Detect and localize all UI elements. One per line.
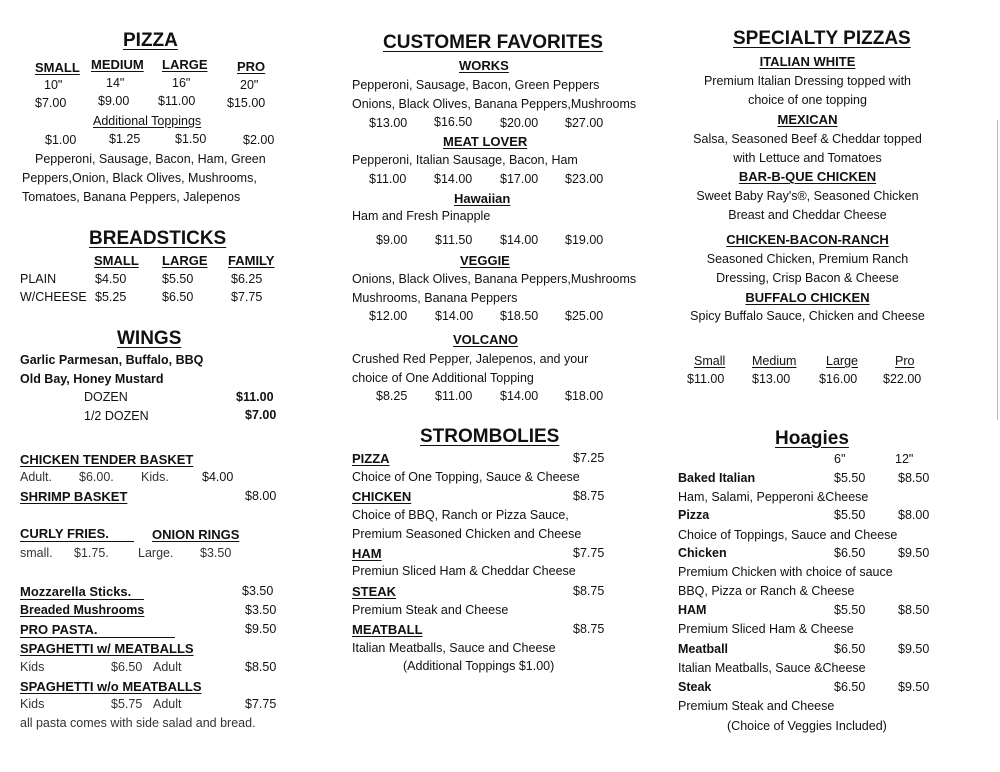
breadsticks-price: $6.50 bbox=[162, 290, 194, 304]
stromboli-name: CHICKEN bbox=[352, 489, 412, 504]
favorite-price: $11.00 bbox=[435, 389, 473, 403]
stromboli-name: MEATBALL bbox=[352, 622, 423, 637]
hoagie-desc: Choice of Toppings, Sauce and Cheese bbox=[678, 528, 898, 542]
favorite-price: $17.00 bbox=[500, 172, 539, 186]
favorite-price: $27.00 bbox=[565, 116, 604, 130]
pizza-price-large: $11.00 bbox=[158, 94, 196, 108]
specialty-desc: with Lettuce and Tomatoes bbox=[733, 151, 882, 165]
hoagie-name: Chicken bbox=[678, 546, 727, 560]
breadsticks-price: $4.50 bbox=[95, 272, 127, 286]
specialty-price-large: $16.00 bbox=[819, 372, 858, 386]
strombolies-title: STROMBOLIES bbox=[420, 426, 560, 447]
favorite-price: $9.00 bbox=[376, 233, 408, 247]
shrimp-basket-title: SHRIMP BASKET bbox=[20, 489, 128, 504]
side-item-price: $3.50 bbox=[245, 603, 277, 617]
hoagie-price-12: $9.50 bbox=[898, 680, 930, 694]
pizza-inch-medium: 14" bbox=[106, 76, 125, 90]
wings-flavors-line: Old Bay, Honey Mustard bbox=[20, 372, 164, 386]
specialty-desc: Sweet Baby Ray's®, Seasoned Chicken bbox=[696, 189, 919, 203]
favorite-name: WORKS bbox=[459, 58, 509, 73]
hoagies-title: Hoagies bbox=[775, 428, 849, 449]
chicken-tender-kids-label: Kids. bbox=[141, 470, 169, 484]
hoagie-price-12: $9.50 bbox=[898, 546, 930, 560]
specialty-size-pro: Pro bbox=[895, 354, 915, 368]
topping-price-medium: $1.25 bbox=[109, 132, 141, 146]
chicken-tender-kids-price: $4.00 bbox=[202, 470, 234, 484]
pizza-price-medium: $9.00 bbox=[98, 94, 130, 108]
spaghetti-without-kids-price: $5.75 bbox=[111, 697, 143, 711]
specialty-desc: choice of one topping bbox=[748, 93, 867, 107]
favorite-desc: Ham and Fresh Pinapple bbox=[352, 209, 491, 223]
side-item-name: Mozzarella Sticks. bbox=[20, 584, 144, 600]
hoagie-desc: Ham, Salami, Pepperoni &Cheese bbox=[678, 490, 869, 504]
stromboli-desc: Choice of One Topping, Sauce & Cheese bbox=[352, 470, 580, 484]
hoagie-price-6: $6.50 bbox=[834, 680, 866, 694]
hoagies-col-6in: 6" bbox=[834, 452, 846, 466]
stromboli-price: $7.75 bbox=[573, 546, 605, 560]
specialty-name: MEXICAN bbox=[777, 112, 838, 127]
hoagie-name: Baked Italian bbox=[678, 471, 756, 485]
specialty-size-medium: Medium bbox=[752, 354, 797, 368]
wings-option-price: $11.00 bbox=[236, 390, 274, 404]
specialty-name: BAR-B-QUE CHICKEN bbox=[738, 169, 877, 184]
favorite-desc: Mushrooms, Banana Peppers bbox=[352, 291, 518, 305]
stromboli-name: HAM bbox=[352, 546, 382, 561]
hoagie-price-6: $6.50 bbox=[834, 546, 866, 560]
specialty-desc: Seasoned Chicken, Premium Ranch bbox=[706, 252, 909, 266]
favorite-name: VOLCANO bbox=[453, 332, 518, 347]
page-edge-divider bbox=[997, 120, 998, 420]
stromboli-name: PIZZA bbox=[352, 451, 390, 466]
favorite-price: $11.50 bbox=[435, 233, 473, 247]
breadsticks-row-label: PLAIN bbox=[20, 272, 57, 286]
wings-title: WINGS bbox=[117, 328, 182, 349]
stromboli-price: $8.75 bbox=[573, 622, 605, 636]
hoagie-name: Steak bbox=[678, 680, 712, 694]
breadsticks-col-large: LARGE bbox=[162, 253, 208, 268]
stromboli-desc: Premiun Sliced Ham & Cheddar Cheese bbox=[352, 564, 576, 578]
additional-toppings-label: Additional Toppings bbox=[93, 114, 202, 128]
favorite-price: $14.00 bbox=[435, 309, 474, 323]
hoagie-desc: Premium Chicken with choice of sauce bbox=[678, 565, 893, 579]
favorite-name: Hawaiian bbox=[454, 191, 511, 206]
topping-price-pro: $2.00 bbox=[243, 133, 275, 147]
favorite-price: $20.00 bbox=[500, 116, 539, 130]
breadsticks-col-family: FAMILY bbox=[228, 253, 275, 268]
hoagie-price-12: $8.00 bbox=[898, 508, 930, 522]
spaghetti-with-adult-price: $8.50 bbox=[245, 660, 277, 674]
hoagie-price-12: $8.50 bbox=[898, 471, 930, 485]
hoagie-name: HAM bbox=[678, 603, 707, 617]
toppings-list-line: Tomatoes, Banana Peppers, Jalepenos bbox=[22, 190, 241, 204]
hoagie-desc: Premium Steak and Cheese bbox=[678, 699, 835, 713]
favorite-price: $23.00 bbox=[565, 172, 604, 186]
wings-flavors-line: Garlic Parmesan, Buffalo, BBQ bbox=[20, 353, 204, 367]
pizza-inch-large: 16" bbox=[172, 76, 191, 90]
breadsticks-col-small: SMALL bbox=[94, 253, 139, 268]
wings-option-label: DOZEN bbox=[84, 390, 128, 404]
favorite-price: $14.00 bbox=[500, 389, 539, 403]
favorite-desc: Pepperoni, Italian Sausage, Bacon, Ham bbox=[352, 153, 578, 167]
stromboli-price: $8.75 bbox=[573, 489, 605, 503]
spaghetti-with-kids-label: Kids bbox=[20, 660, 45, 674]
favorite-desc: Onions, Black Olives, Banana Peppers,Mushrooms bbox=[352, 97, 637, 111]
specialty-size-small: Small bbox=[694, 354, 726, 368]
favorite-desc: Pepperoni, Sausage, Bacon, Green Peppers bbox=[352, 78, 600, 92]
breadsticks-price: $5.25 bbox=[95, 290, 127, 304]
pizza-title: PIZZA bbox=[123, 30, 178, 51]
favorite-name: MEAT LOVER bbox=[443, 134, 528, 149]
hoagie-price-6: $5.50 bbox=[834, 508, 866, 522]
favorite-price: $18.00 bbox=[565, 389, 604, 403]
breadsticks-price: $5.50 bbox=[162, 272, 194, 286]
favorite-price: $8.25 bbox=[376, 389, 408, 403]
spaghetti-without-title: SPAGHETTI w/o MEATBALLS bbox=[20, 679, 202, 694]
wings-option-price: $7.00 bbox=[245, 408, 277, 422]
favorite-price: $14.00 bbox=[434, 172, 473, 186]
hoagie-desc: Italian Meatballs, Sauce &Cheese bbox=[678, 661, 866, 675]
favorite-price: $19.00 bbox=[565, 233, 604, 247]
side-item-name: PRO PASTA. bbox=[20, 622, 175, 638]
favorite-price: $14.00 bbox=[500, 233, 539, 247]
stromboli-name: STEAK bbox=[352, 584, 397, 599]
favorite-desc: Crushed Red Pepper, Jalepenos, and your bbox=[352, 352, 589, 366]
stromboli-price: $7.25 bbox=[573, 451, 605, 465]
chicken-tender-title: CHICKEN TENDER BASKET bbox=[20, 452, 194, 467]
favorite-desc: Onions, Black Olives, Banana Peppers,Mushrooms bbox=[352, 272, 637, 286]
favorite-price: $13.00 bbox=[369, 116, 408, 130]
breadsticks-title: BREADSTICKS bbox=[89, 228, 227, 249]
favorite-price: $18.50 bbox=[500, 309, 539, 323]
curly-fries-title: CURLY FRIES. bbox=[20, 527, 134, 542]
wings-option-label: 1/2 DOZEN bbox=[84, 409, 149, 423]
specialty-desc: Breast and Cheddar Cheese bbox=[728, 208, 887, 222]
hoagie-price-12: $9.50 bbox=[898, 642, 930, 656]
spaghetti-without-adult-price: $7.75 bbox=[245, 697, 277, 711]
strombolies-note: (Additional Toppings $1.00) bbox=[403, 659, 555, 673]
stromboli-desc: Choice of BBQ, Ranch or Pizza Sauce, bbox=[352, 508, 569, 522]
pizza-size-small: SMALL bbox=[35, 60, 80, 75]
pizza-size-medium: MEDIUM bbox=[91, 57, 144, 72]
specialty-price-medium: $13.00 bbox=[752, 372, 791, 386]
pizza-inch-small: 10" bbox=[44, 78, 63, 92]
topping-price-small: $1.00 bbox=[45, 133, 77, 147]
spaghetti-with-title: SPAGHETTI w/ MEATBALLS bbox=[20, 641, 194, 656]
specialty-price-pro: $22.00 bbox=[883, 372, 922, 386]
spaghetti-with-adult-label: Adult bbox=[153, 660, 182, 674]
breadsticks-price: $6.25 bbox=[231, 272, 263, 286]
side-item-price: $3.50 bbox=[242, 584, 274, 598]
pasta-note: all pasta comes with side salad and bread. bbox=[20, 716, 256, 730]
specialty-pizzas-title: SPECIALTY PIZZAS bbox=[733, 28, 911, 49]
topping-price-large: $1.50 bbox=[175, 132, 207, 146]
breadsticks-row-label: W/CHEESE bbox=[20, 290, 87, 304]
specialty-price-small: $11.00 bbox=[687, 372, 725, 386]
favorite-price: $12.00 bbox=[369, 309, 408, 323]
favorite-price: $25.00 bbox=[565, 309, 604, 323]
spaghetti-with-kids-price: $6.50 bbox=[111, 660, 143, 674]
curly-fries-small-label: small. bbox=[20, 546, 53, 560]
side-item-price: $9.50 bbox=[245, 622, 277, 636]
stromboli-price: $8.75 bbox=[573, 584, 605, 598]
specialty-desc: Spicy Buffalo Sauce, Chicken and Cheese bbox=[690, 309, 925, 323]
specialty-name: CHICKEN-BACON-RANCH bbox=[726, 232, 889, 247]
hoagie-name: Meatball bbox=[678, 642, 729, 656]
hoagie-name: Pizza bbox=[678, 508, 710, 522]
customer-favorites-title: CUSTOMER FAVORITES bbox=[383, 32, 603, 53]
spaghetti-without-kids-label: Kids bbox=[20, 697, 45, 711]
hoagie-price-6: $5.50 bbox=[834, 471, 866, 485]
specialty-name: BUFFALO CHICKEN bbox=[745, 290, 870, 305]
onion-rings-title: ONION RINGS bbox=[152, 527, 240, 542]
hoagies-note: (Choice of Veggies Included) bbox=[727, 719, 887, 733]
pizza-inch-pro: 20" bbox=[240, 78, 259, 92]
stromboli-desc: Premium Steak and Cheese bbox=[352, 603, 509, 617]
specialty-desc: Salsa, Seasoned Beef & Cheddar topped bbox=[693, 132, 922, 146]
stromboli-desc: Italian Meatballs, Sauce and Cheese bbox=[352, 641, 556, 655]
chicken-tender-adult-label: Adult. bbox=[20, 470, 52, 484]
hoagie-price-12: $8.50 bbox=[898, 603, 930, 617]
pizza-size-large: LARGE bbox=[162, 57, 208, 72]
stromboli-desc: Premium Seasoned Chicken and Cheese bbox=[352, 527, 582, 541]
hoagie-price-6: $5.50 bbox=[834, 603, 866, 617]
hoagie-desc: Premium Sliced Ham & Cheese bbox=[678, 622, 854, 636]
specialty-desc: Premium Italian Dressing topped with bbox=[703, 74, 912, 88]
favorite-price: $16.50 bbox=[434, 115, 473, 129]
toppings-list-line: Peppers,Onion, Black Olives, Mushrooms, bbox=[22, 171, 257, 185]
toppings-list-line: Pepperoni, Sausage, Bacon, Ham, Green bbox=[35, 152, 266, 166]
favorite-desc: choice of One Additional Topping bbox=[352, 371, 534, 385]
spaghetti-without-adult-label: Adult bbox=[153, 697, 182, 711]
specialty-desc: Dressing, Crisp Bacon & Cheese bbox=[716, 271, 899, 285]
pizza-price-small: $7.00 bbox=[35, 96, 67, 110]
side-item-name: Breaded Mushrooms bbox=[20, 603, 145, 617]
specialty-name: ITALIAN WHITE bbox=[759, 54, 856, 69]
shrimp-basket-price: $8.00 bbox=[245, 489, 277, 503]
hoagie-desc: BBQ, Pizza or Ranch & Cheese bbox=[678, 584, 855, 598]
hoagies-col-12in: 12" bbox=[895, 452, 914, 466]
specialty-size-large: Large bbox=[826, 354, 858, 368]
chicken-tender-adult-price: $6.00. bbox=[79, 470, 114, 484]
favorite-price: $11.00 bbox=[369, 172, 407, 186]
curly-fries-small-price: $1.75. bbox=[74, 546, 109, 560]
hoagie-price-6: $6.50 bbox=[834, 642, 866, 656]
onion-rings-large-price: $3.50 bbox=[200, 546, 232, 560]
pizza-size-pro: PRO bbox=[237, 59, 266, 74]
breadsticks-price: $7.75 bbox=[231, 290, 263, 304]
onion-rings-large-label: Large. bbox=[138, 546, 174, 560]
pizza-price-pro: $15.00 bbox=[227, 96, 266, 110]
favorite-name: VEGGIE bbox=[460, 253, 510, 268]
